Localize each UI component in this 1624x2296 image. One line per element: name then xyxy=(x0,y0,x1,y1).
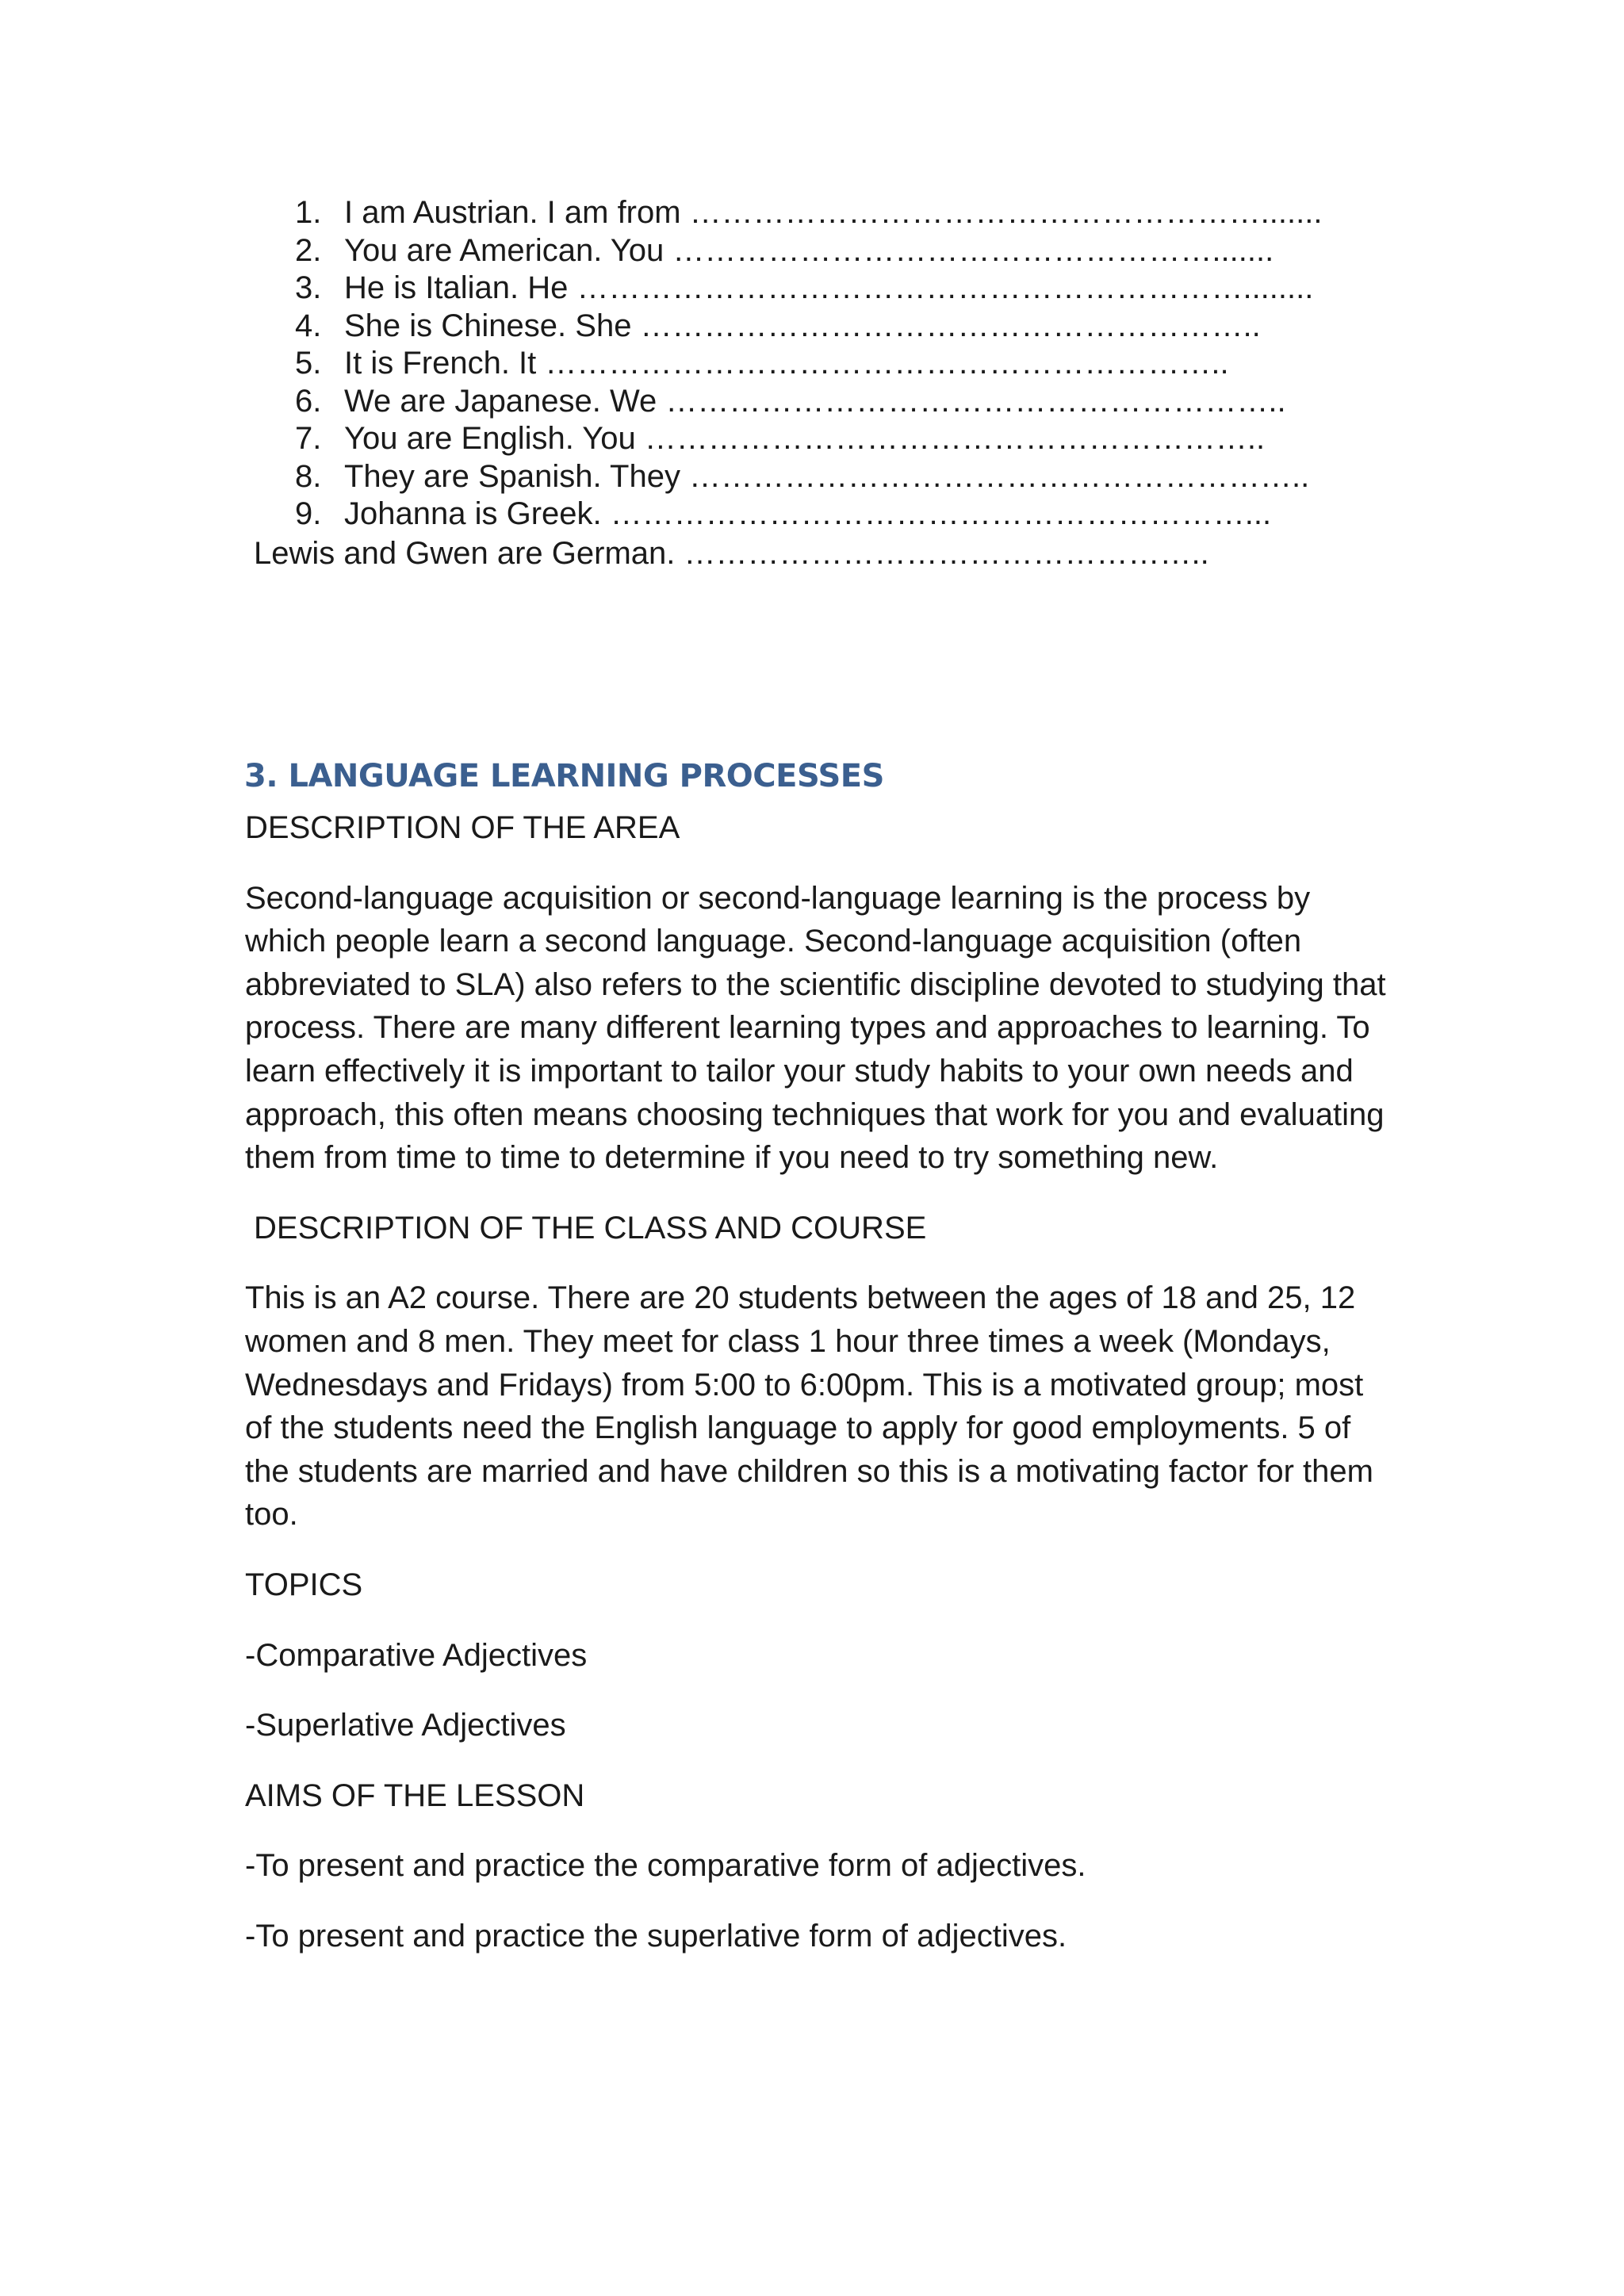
exercise-number: 7. xyxy=(295,421,322,456)
area-title: DESCRIPTION OF THE AREA xyxy=(245,810,680,845)
exercise-item xyxy=(295,345,1322,383)
exercise-number: 3. xyxy=(295,270,322,305)
exercise-item xyxy=(295,383,1322,421)
aim-item: -To present and practice the superlative form of adjectives. xyxy=(245,1918,1067,1954)
section-heading: 3. LANGUAGE LEARNING PROCESSES xyxy=(244,758,884,794)
exercise-text: It is French. It ……………………………………………………….. xyxy=(344,346,1229,381)
class-title: DESCRIPTION OF THE CLASS AND COURSE xyxy=(254,1210,927,1246)
exercise-text: They are Spanish. They ………………………………………………….. xyxy=(344,458,1310,494)
exercise-number: 1. xyxy=(295,195,322,230)
exercise-text: He is Italian. He ………………………………………………………........ xyxy=(344,270,1314,305)
exercise-final-line: Lewis and Gwen are German. ………………………………………….. xyxy=(254,536,1209,571)
exercise-number: 9. xyxy=(295,496,322,531)
exercise-number: 5. xyxy=(295,346,322,381)
exercise-number: 4. xyxy=(295,308,322,343)
exercise-text: Johanna is Greek. ……………………………………………………... xyxy=(344,496,1272,531)
exercise-list xyxy=(295,194,1322,534)
exercise-text: We are Japanese. We ………………………………………………….. xyxy=(344,383,1286,419)
area-paragraph: Second-language acquisition or second-language learning is the process by which people learn a second language. Second-language acquisition (often abbreviated to SLA) also refers to the scientific discipline devoted to studying that process. There are many different learning types and approaches to learning. To learn effectively it is important to tailor your study habits to your own needs and approach, this often means choosing techniques that work for you and evaluating them from time to time to determine if you need to try something new. xyxy=(245,880,1386,1176)
exercise-text: You are English. You ………………………………………………….. xyxy=(344,421,1266,456)
exercise-item xyxy=(295,232,1322,270)
exercise-number: 2. xyxy=(295,232,322,268)
topic-item: -Comparative Adjectives xyxy=(245,1637,588,1673)
exercise-text: I am Austrian. I am from ………………………………………………....... xyxy=(344,195,1323,230)
exercise-item xyxy=(295,496,1322,534)
exercise-number: 8. xyxy=(295,458,322,494)
exercise-text: You are American. You ……………………………………………....... xyxy=(344,232,1274,268)
class-paragraph: This is an A2 course. There are 20 students between the ages of 18 and 25, 12 women and 8 men. They meet for class 1 hour three times a week (Mondays, Wednesdays and Fridays) from 5:00 to 6:00pm. This is a motivated group; most of the students need the English language to apply for good employments. 5 of the students are married and have children so this is a motivating factor for them too. xyxy=(245,1280,1373,1533)
exercise-item xyxy=(295,194,1322,232)
aim-item: -To present and practice the comparative form of adjectives. xyxy=(245,1848,1086,1884)
exercise-item xyxy=(295,420,1322,458)
exercise-text: She is Chinese. She ………………………………………………….. xyxy=(344,308,1261,343)
exercise-item xyxy=(295,458,1322,496)
exercise-item xyxy=(295,270,1322,308)
section-content xyxy=(245,806,1387,1984)
aims-title: AIMS OF THE LESSON xyxy=(245,1777,585,1813)
topic-item: -Superlative Adjectives xyxy=(245,1708,566,1743)
exercise-item xyxy=(295,308,1322,346)
exercise-number: 6. xyxy=(295,383,322,419)
topics-title: TOPICS xyxy=(245,1567,363,1602)
